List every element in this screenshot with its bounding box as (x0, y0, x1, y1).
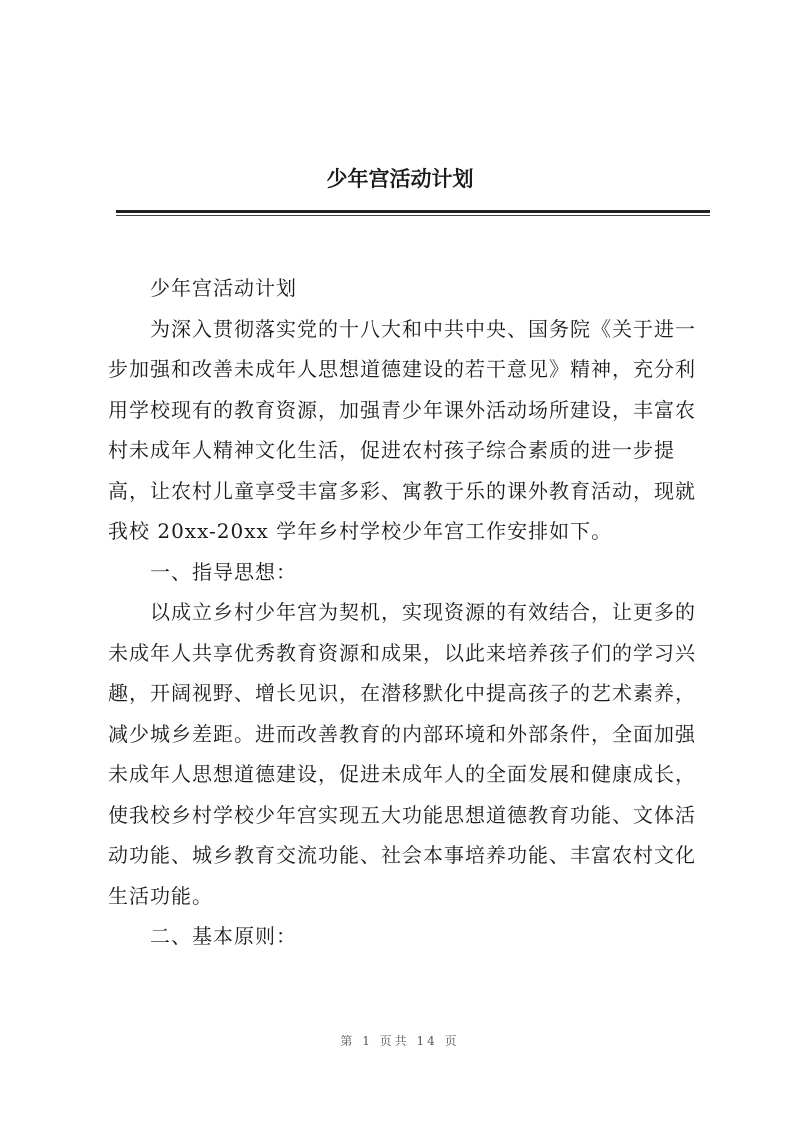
text-line: 未成年人思想道德建设，促进未成年人的全面发展和健康成长， (108, 762, 696, 786)
text-line: 动功能、城乡教育交流功能、社会本事培养功能、丰富农村文化 (108, 843, 696, 867)
text-line: 高，让农村儿童享受丰富多彩、寓教于乐的课外教育活动，现就 (108, 478, 696, 503)
text-line: 二、基本原则： (150, 924, 297, 948)
text-line: 步加强和改善未成年人思想道德建设的若干意见》精神，充分利 (108, 357, 696, 381)
text-line: 为深入贯彻落实党的十八大和中共中央、国务院《关于进一 (150, 316, 696, 341)
title-divider-thin (116, 215, 710, 216)
page-footer: 第 1 页共 14 页 (340, 1034, 460, 1048)
document-title: 少年宫活动计划 (326, 166, 474, 191)
text-line: 我校 20xx-20xx 学年乡村学校少年宫工作安排如下。 (108, 519, 613, 543)
text-line: 减少城乡差距。进而改善教育的内部环境和外部条件，全面加强 (108, 721, 696, 746)
text-line: 用学校现有的教育资源，加强青少年课外活动场所建设，丰富农 (108, 397, 696, 422)
text-line: 未成年人共享优秀教育资源和成果，以此来培养孩子们的学习兴 (108, 640, 696, 665)
document-body (108, 268, 712, 957)
text-line: 趣，开阔视野、增长见识，在潜移默化中提高孩子的艺术素养， (108, 681, 696, 705)
text-line: 一、指导思想： (150, 559, 297, 584)
text-line: 少年宫活动计划 (150, 276, 297, 300)
text-line: 以成立乡村少年宫为契机，实现资源的有效结合，让更多的 (150, 600, 696, 624)
title-divider (116, 210, 710, 213)
text-line: 村未成年人精神文化生活，促进农村孩子综合素质的进一步提 (108, 438, 675, 462)
text-line: 使我校乡村学校少年宫实现五大功能思想道德教育功能、文体活 (108, 802, 696, 827)
text-line: 生活功能。 (108, 883, 213, 908)
